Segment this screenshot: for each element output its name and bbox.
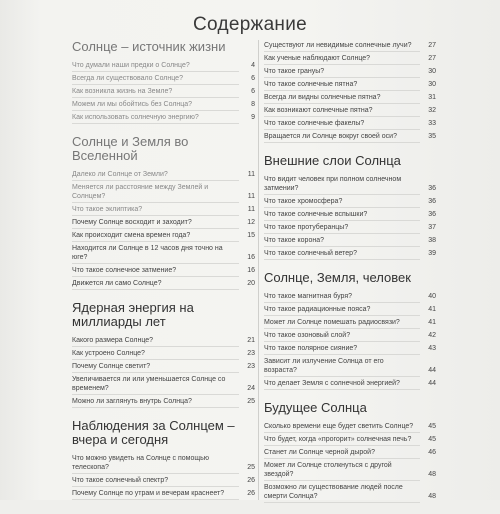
toc-entry xyxy=(72,348,255,361)
entry-question: Что такое солнечный ветер? xyxy=(264,250,357,257)
entry-question: Что такое озоновый слой? xyxy=(264,332,351,339)
entry-question: Вращается ли Солнце вокруг своей оси? xyxy=(264,133,397,140)
entry-page-number: 41 xyxy=(428,319,436,326)
entry-question: Возможно ли существование людей после смерти Солнца? xyxy=(264,484,403,500)
entry-question: Что такое эклиптика? xyxy=(72,206,143,213)
entry-page-number: 44 xyxy=(428,380,436,387)
column-divider xyxy=(258,40,259,500)
section-title: Солнце, Земля, человек xyxy=(264,270,411,285)
entry-page-number: 41 xyxy=(428,306,436,313)
toc-entry xyxy=(264,378,436,391)
toc-entry xyxy=(264,40,436,53)
toc-entry xyxy=(264,222,436,235)
toc-entry xyxy=(72,217,255,230)
toc-entry xyxy=(72,169,255,182)
entry-question: Увеличивается ли или уменьшается Солнце со временем? xyxy=(72,376,226,392)
section-title: Будущее Солнца xyxy=(264,400,367,415)
toc-entry xyxy=(264,79,436,92)
toc-entry xyxy=(264,131,436,144)
entry-question: Что такое протуберанцы? xyxy=(264,224,349,231)
entry-page-number: 30 xyxy=(428,68,436,75)
toc-entry xyxy=(264,248,436,261)
toc-entry xyxy=(264,209,436,222)
entry-question: Что такое магнитная буря? xyxy=(264,293,353,300)
toc-entry xyxy=(72,73,255,86)
entry-question: Как устроено Солнце? xyxy=(72,350,145,357)
entry-page-number: 15 xyxy=(247,232,255,239)
section-title: Солнце и Земля во Вселенной xyxy=(72,134,189,163)
toc-section xyxy=(72,40,255,125)
entry-question: Что такое полярное сияние? xyxy=(264,345,358,352)
toc-entry xyxy=(264,304,436,317)
entry-page-number: 36 xyxy=(428,211,436,218)
entry-question: Что видит человек при полном солнечном затмении? xyxy=(264,176,402,192)
entry-question: Почему Солнце светит? xyxy=(72,363,151,370)
right-column xyxy=(264,40,436,514)
toc-entry xyxy=(264,196,436,209)
entry-page-number: 36 xyxy=(428,185,436,192)
page-title: Содержание xyxy=(192,14,308,35)
entry-question: Движется ли само Солнце? xyxy=(72,280,162,287)
toc-entry xyxy=(264,460,436,482)
entry-page-number: 8 xyxy=(251,101,255,108)
section-title: Внешние слои Солнца xyxy=(264,153,401,168)
entry-page-number: 11 xyxy=(247,171,255,178)
toc-entry xyxy=(264,53,436,66)
toc-entry xyxy=(72,112,255,125)
toc-entry xyxy=(72,488,255,501)
entry-page-number: 23 xyxy=(247,363,255,370)
toc-entry xyxy=(264,447,436,460)
toc-entry xyxy=(264,92,436,105)
entry-question: Меняется ли расстояние между Землей и Солнцем? xyxy=(72,184,209,200)
toc-entry xyxy=(72,99,255,112)
entry-page-number: 44 xyxy=(428,367,436,374)
entry-page-number: 48 xyxy=(428,493,436,500)
toc-entry xyxy=(72,374,255,396)
toc-entry xyxy=(264,343,436,356)
toc-entry xyxy=(264,118,436,131)
entry-page-number: 11 xyxy=(247,206,255,213)
entry-question: Какого размера Солнце? xyxy=(72,337,154,344)
entry-question: Всегда ли существовало Солнце? xyxy=(72,75,183,82)
entry-question: Может ли Солнце столкнуться с другой звездой? xyxy=(264,462,392,478)
entry-question: Может ли Солнце помешать радиосвязи? xyxy=(264,319,400,326)
toc-entry xyxy=(72,335,255,348)
entry-question: Всегда ли видны солнечные пятна? xyxy=(264,94,381,101)
toc-entry xyxy=(264,291,436,304)
entry-page-number: 16 xyxy=(247,254,255,261)
entry-question: Сколько времени еще будет светить Солнце? xyxy=(264,423,414,430)
toc-entry xyxy=(264,66,436,79)
entry-page-number: 33 xyxy=(428,120,436,127)
toc-entry xyxy=(72,230,255,243)
entry-page-number: 37 xyxy=(428,224,436,231)
toc-entry xyxy=(72,60,255,73)
toc-section xyxy=(72,419,255,501)
entry-question: Почему Солнце по утрам и вечерам краснеет? xyxy=(72,490,225,497)
entry-question: Находится ли Солнце в 12 часов дня точно на юге? xyxy=(72,245,223,261)
entry-page-number: 35 xyxy=(428,133,436,140)
entry-page-number: 45 xyxy=(428,423,436,430)
toc-section xyxy=(264,40,436,144)
entry-page-number: 9 xyxy=(251,114,255,121)
entry-question: Станет ли Солнце черной дырой? xyxy=(264,449,375,456)
entry-page-number: 42 xyxy=(428,332,436,339)
entry-question: Что такое солнечные пятна? xyxy=(264,81,358,88)
entry-question: Что такое радиационные пояса? xyxy=(264,306,371,313)
entry-page-number: 4 xyxy=(251,62,255,69)
entry-page-number: 32 xyxy=(428,107,436,114)
toc-entry xyxy=(72,396,255,409)
left-column xyxy=(72,40,255,511)
entry-question: Что можно увидеть на Солнце с помощью телескопа? xyxy=(72,455,210,471)
entry-page-number: 31 xyxy=(428,94,436,101)
toc-entry xyxy=(264,235,436,248)
toc-entry xyxy=(72,243,255,265)
toc-entry xyxy=(264,421,436,434)
toc-entry xyxy=(264,482,436,504)
entry-page-number: 11 xyxy=(247,193,255,200)
entry-page-number: 45 xyxy=(428,436,436,443)
entry-page-number: 46 xyxy=(428,449,436,456)
toc-entry xyxy=(72,453,255,475)
section-title: Солнце – источник жизни xyxy=(72,39,226,54)
entry-page-number: 12 xyxy=(247,219,255,226)
toc-section xyxy=(264,271,436,391)
entry-question: Что такое солнечные вспышки? xyxy=(264,211,368,218)
entry-question: Существуют ли невидимые солнечные лучи? xyxy=(264,42,412,49)
entry-question: Как возникают солнечные пятна? xyxy=(264,107,373,114)
entry-page-number: 24 xyxy=(247,385,255,392)
entry-page-number: 30 xyxy=(428,81,436,88)
toc-section xyxy=(72,301,255,409)
entry-page-number: 6 xyxy=(251,75,255,82)
entry-page-number: 38 xyxy=(428,237,436,244)
entry-question: Можем ли мы обойтись без Солнца? xyxy=(72,101,193,108)
entry-page-number: 39 xyxy=(428,250,436,257)
toc-entry xyxy=(264,317,436,330)
entry-page-number: 40 xyxy=(428,293,436,300)
entry-page-number: 21 xyxy=(247,337,255,344)
toc-entry xyxy=(72,86,255,99)
toc-section xyxy=(264,154,436,261)
toc-entry xyxy=(72,204,255,217)
toc-entry xyxy=(264,330,436,343)
toc-entry xyxy=(72,361,255,374)
entry-page-number: 25 xyxy=(247,398,255,405)
entry-question: Что такое солнечные факелы? xyxy=(264,120,365,127)
entry-page-number: 20 xyxy=(247,280,255,287)
entry-question: Что такое солнечный спектр? xyxy=(72,477,169,484)
entry-page-number: 23 xyxy=(247,350,255,357)
toc-entry xyxy=(72,265,255,278)
section-title: Наблюдения за Солнцем – вчера и сегодня xyxy=(72,418,235,447)
entry-page-number: 25 xyxy=(247,464,255,471)
entry-question: Что такое корона? xyxy=(264,237,324,244)
entry-page-number: 36 xyxy=(428,198,436,205)
entry-page-number: 27 xyxy=(428,42,436,49)
toc-entry xyxy=(72,475,255,488)
entry-page-number: 16 xyxy=(247,267,255,274)
entry-question: Как происходит смена времен года? xyxy=(72,232,191,239)
entry-question: Что думали наши предки о Солнце? xyxy=(72,62,190,69)
entry-question: Что такое хромосфера? xyxy=(264,198,343,205)
toc-entry xyxy=(264,434,436,447)
toc-entry xyxy=(72,278,255,291)
toc-entry xyxy=(264,105,436,118)
entry-question: Что такое грануы? xyxy=(264,68,325,75)
entry-question: Как ученые наблюдают Солнце? xyxy=(264,55,371,62)
entry-question: Далеко ли Солнце от Земли? xyxy=(72,171,168,178)
toc-section xyxy=(264,401,436,504)
entry-page-number: 26 xyxy=(247,490,255,497)
entry-page-number: 26 xyxy=(247,477,255,484)
entry-question: Зависит ли излучение Солнца от его возраста? xyxy=(264,358,384,374)
entry-question: Что будет, когда «прогорит» солнечная печь? xyxy=(264,436,412,443)
toc-entry xyxy=(264,356,436,378)
entry-question: Как использовать солнечную энергию? xyxy=(72,114,199,121)
section-title: Ядерная энергия на миллиарды лет xyxy=(72,300,194,329)
entry-page-number: 48 xyxy=(428,471,436,478)
entry-page-number: 27 xyxy=(428,55,436,62)
entry-page-number: 6 xyxy=(251,88,255,95)
entry-question: Почему Солнце восходит и заходит? xyxy=(72,219,192,226)
entry-question: Как возникла жизнь на Земле? xyxy=(72,88,173,95)
entry-question: Можно ли заглянуть внутрь Солнца? xyxy=(72,398,192,405)
toc-entry xyxy=(264,174,436,196)
entry-question: Что такое солнечное затмение? xyxy=(72,267,177,274)
entry-question: Что делает Земля с солнечной энергией? xyxy=(264,380,400,387)
entry-page-number: 43 xyxy=(428,345,436,352)
toc-section xyxy=(72,135,255,291)
toc-entry xyxy=(72,182,255,204)
